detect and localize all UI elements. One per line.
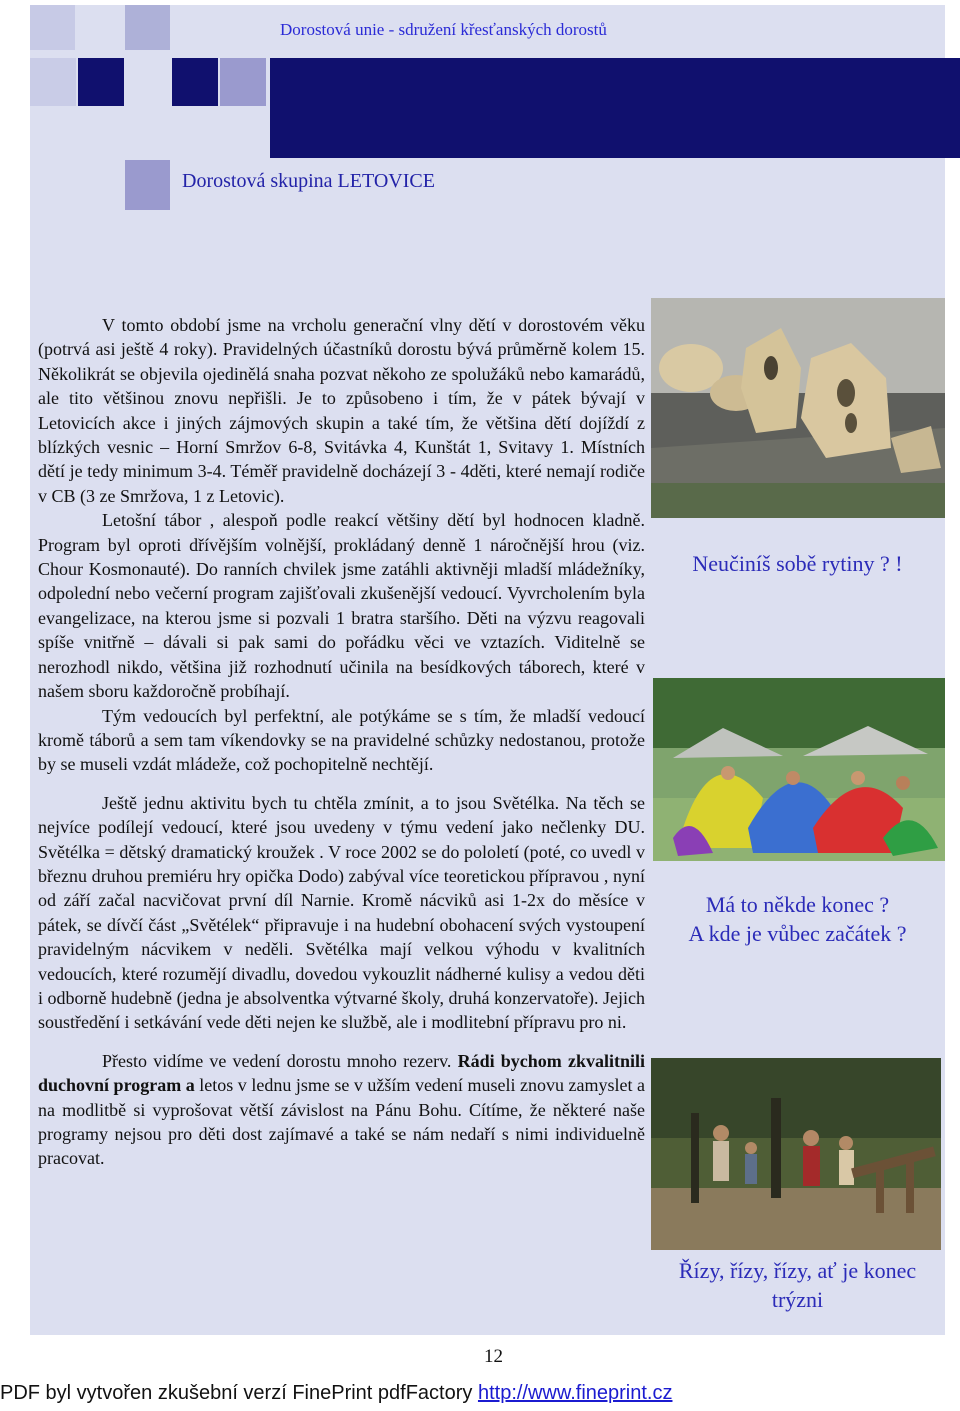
deco-square-mid [125, 5, 170, 50]
caption-line: trýzni [771, 1287, 824, 1312]
deco-square-dark [78, 58, 124, 106]
paragraph [38, 1049, 645, 1171]
deco-bar-light [30, 58, 76, 106]
paragraph-text: letos v lednu jsme se v užším vedení museli znovu zamyslet a na modlitbě si vyprošovat větší závislost na Pánu Bohu. Cítíme, že některé naše programy nejsou pro děti dost zajímavé a také se nám nedaří s nimi individuelně pracovat. [38, 1075, 645, 1169]
group-title: Dorostová skupina LETOVICE [182, 170, 435, 192]
deco-square-dark [172, 58, 218, 106]
photo-caption [655, 1256, 940, 1314]
paragraph: Tým vedoucích byl perfektní, ale potýkáme se s tím, že mladší vedoucí kromě táborů a sem tam víkendovky se na pravidelné schůzky nedostanou, protože by se museli vzdát mládeže, což pochopitelně nechtějí. [38, 705, 645, 775]
deco-bar-dark [270, 58, 960, 158]
paragraph: Ještě jednu aktivitu bych tu chtěla zmínit, a to jsou Světélka. Na těch se nejvíce podílejí vedoucí, které jsou uvedeny v týmu vedení jako nečlenky DU. Světélka = dětský dramatický kroužek . V roce 2002 se do pololetí (poté, co uvedl v březnu druhou premiéru hry opička Dodo) zabýval více teoretickou přípravou , nyní od září začal nacvičovat první díl Narnie. Kromě nácviků asi 1-2x do měsíce v pátek, se dívčí část „Světélek“ připravuje i na hudební obohacení svých vystoupení pravidelným nácvikem v neděli. Světélka mají velkou výhodu v kvalitních vedoucích, které rozumějí divadlu, dovedou vykouzlit nádherné kulisy a vedou děti i odborně hudebně (jedna je absolventka výtvarné školy, druhá konzervatoře). Jejich soustředění i setkávání vede děti nejen ke službě, ale i modlitební přípravu pro ni. [38, 792, 645, 1033]
organization-header: Dorostová unie - sdružení křesťanských dorostů [280, 20, 607, 39]
footer-text: PDF byl vytvořen zkušební verzí FinePrint pdfFactory [0, 1382, 478, 1404]
paragraph: Letošní tábor , alespoň podle reakcí většiny dětí byl hodnocen kladně. Program byl oproti dřívějším volnější, prokládaný denně 1 náročnější hrou (viz. Chour Kosmonauté). Do ranních chvilek jsme zatáhli aktivněji mladší mládežníky, odpolední nebo večerní program zajišťovali zkušenější vedoucí. Vyvrcholením byla evangelizace, na kterou jsme si pozvali 1 bratra staršího. Děti na výzvu reagovali spíše vnitřně – dávali si pak sami do pořádku věci ve vztazích. Viditelně se nerozhodl nikdo, většina již rozhodnutí učinila na besídkových táborech, které v našem sboru každoročně probíhají. [38, 510, 645, 702]
photo-kids-parachute [653, 678, 945, 861]
paragraph-emphasis: Rádi bychom zkvalitnili duchovní program a [38, 1050, 646, 1096]
deco-square-mid [125, 160, 170, 210]
paragraph-text: Přesto vidíme ve vedení dorostu mnoho rezerv. [102, 1050, 458, 1071]
footer-link[interactable]: http://www.fineprint.cz [477, 1382, 673, 1404]
paragraph: V tomto období jsme na vrcholu generační vlny dětí v dorostovém věku (potrvá asi ještě 4 roky). Pravidelných účastníků dorostu bývá průměrně kolem 15. Několikrát se objevila ojedinělá snaha pozvat někoho ze spolužáků nebo kamarádů, ale tito většinou znovu nepřišli. Je to způsobeno i tím, že v pátek bývají v Letovicích akce i jiných zájmových skupin a také tím, že většina dětí dojíždí z blízkých vesnic – Horní Smržov 6-8, Svitávka 4, Kunštát 1, Svitavy 1. Místních dětí je tedy minimum 3-4. Téměř pravidelně docházejí 3 - 4děti, které nemají rodiče v CB (3 ze Smržova, 1 z Letovic). [38, 315, 645, 506]
caption-line: Řízy, řízy, řízy, ať je konec [678, 1258, 917, 1283]
deco-square-light [30, 5, 75, 50]
page-number: 12 [484, 1346, 503, 1367]
deco-square-mid [220, 58, 266, 106]
caption-line: A kde je vůbec začátek ? [688, 921, 907, 946]
article-body [38, 313, 645, 1171]
photo-caption [655, 890, 940, 948]
caption-line: Má to někde konec ? [705, 892, 890, 917]
photo-stone-carvings [651, 298, 945, 518]
photo-sawing-wood [651, 1058, 941, 1250]
pdf-footer [0, 1382, 672, 1405]
photo-caption: Neučiníš sobě rytiny ? ! [692, 551, 903, 576]
